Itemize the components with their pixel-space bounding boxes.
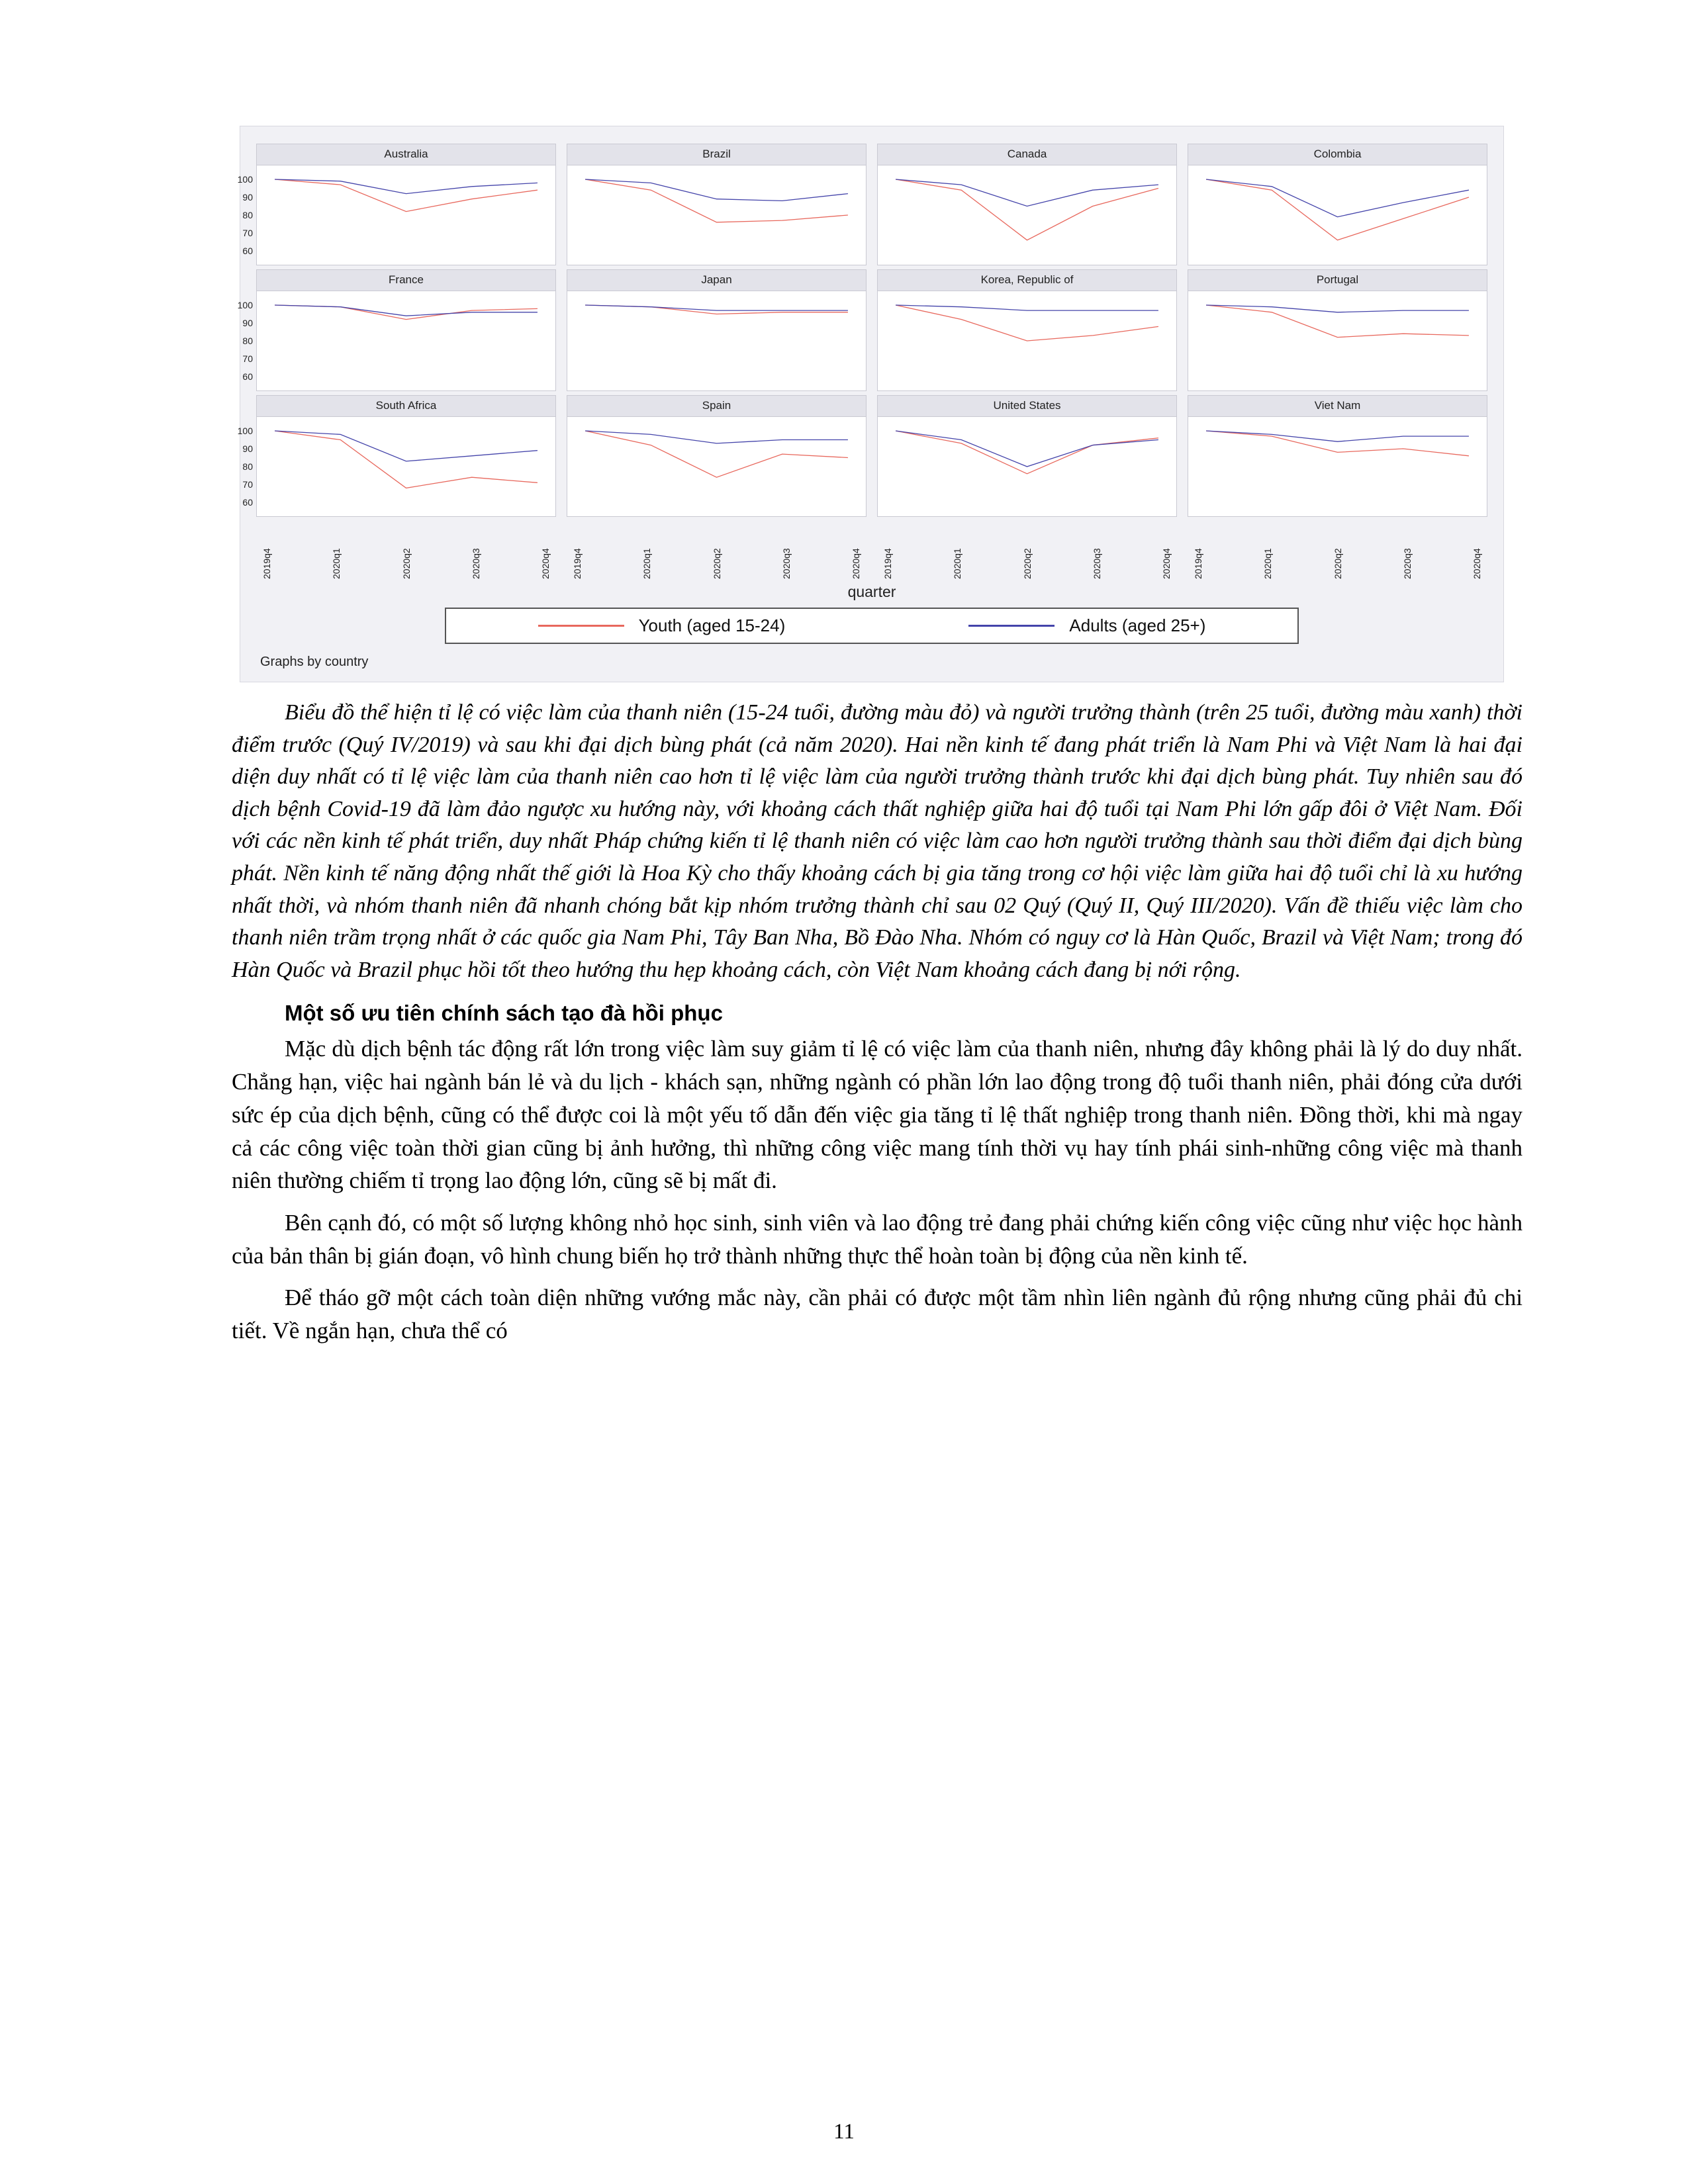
chart-panel-row [237,144,1487,265]
chart-y-tick: 80 [242,336,253,346]
chart-y-tick: 90 [242,443,253,454]
chart-panel-colombia [1188,144,1487,265]
chart-panel-plot [567,165,866,265]
page-number: 11 [833,2120,855,2144]
legend-line-youth [538,625,624,627]
chart-panel-brazil [567,144,867,265]
chart-panel-plot [567,417,866,516]
chart-panel-row [237,395,1487,579]
paragraph-1: Mặc dù dịch bệnh tác động rất lớn trong việc làm suy giảm tỉ lệ có việc làm của thanh niên, nhưng đây không phải là lý do duy nhất. Chẳng hạn, việc hai ngành bán lẻ và du lịch - khách sạn, những ngành có phần lớn lao động trong độ tuổi thanh niên, phải đóng cửa dưới sức ép của dịch bệnh, cũng có thể được coi là một yếu tố dẫn đến việc gia tăng tỉ lệ thất nghiệp trong thanh niên. Đồng thời, khi mà ngay cả các công việc toàn thời gian cũng bị ảnh hưởng, thì những công việc mang tính thời vụ hay tính phái sinh-những công việc mà thanh niên thường chiếm tỉ trọng lao động lớn, cũng sẽ bị mất đi. [232,1036,1523,1194]
chart-y-tick: 100 [237,426,253,436]
chart-y-tick: 80 [242,461,253,472]
chart-panel-title: Japan [567,270,866,291]
chart-x-tick: 2020q2 [400,548,412,579]
chart-y-tick: 100 [237,174,253,185]
chart-x-tick: 2020q4 [1472,548,1482,579]
chart-x-tick: 2020q3 [780,548,792,579]
chart-y-tick: 90 [242,192,253,203]
chart-x-tick: 2020q3 [1401,548,1413,579]
chart-x-tick: 2019q4 [1193,548,1203,579]
chart-x-tick: 2020q3 [470,548,481,579]
chart-panel-grid [237,395,1487,517]
chart-panel-plot [237,165,555,265]
chart-y-tick: 60 [242,371,253,382]
paragraph-2: Bên cạnh đó, có một số lượng không nhỏ học sinh, sinh viên và lao động trẻ đang phải chứng kiến công việc cũng như việc học hành của bản thân bị gián đoạn, vô hình chung biến họ trở thành những thực thể hoàn toàn bị động của nền kinh tế. [232,1209,1523,1269]
chart-panel-plot [567,291,866,390]
chart-x-tick: 2020q1 [641,548,653,579]
chart-x-axis-row [256,520,1487,579]
chart-panel-title: South Africa [257,396,555,417]
chart-panel-plot [1188,165,1487,265]
chart-panel-spain [567,395,867,517]
chart-panel-title: Portugal [1188,270,1487,291]
legend-item-youth [538,615,786,636]
chart-x-tick: 2020q2 [1332,548,1343,579]
chart-x-tick: 2020q1 [331,548,342,579]
chart-y-tick: 80 [242,210,253,220]
chart-x-tick: 2020q3 [1091,548,1102,579]
chart-panel-viet-nam [1188,395,1487,517]
chart-panel-title: Brazil [567,144,866,165]
chart-panel-title: Canada [878,144,1176,165]
chart-x-tick: 2020q1 [952,548,963,579]
chart-x-tick: 2020q4 [1161,548,1172,579]
chart-panel-title: Korea, Republic of [878,270,1176,291]
chart-panel-title: Australia [257,144,555,165]
chart-x-tick: 2020q1 [1262,548,1274,579]
chart-x-tick: 2020q2 [1021,548,1033,579]
chart-x-tick: 2019q4 [261,548,272,579]
legend-label-youth: Youth (aged 15-24) [638,615,786,635]
chart-panel-title: France [257,270,555,291]
chart-x-ticks [256,520,556,579]
chart-panel-japan [567,269,867,391]
chart-y-tick: 90 [242,318,253,328]
chart-y-tick: 70 [242,479,253,490]
figure-employment-chart [237,126,1504,682]
figure-caption: Biểu đồ thể hiện tỉ lệ có việc làm của thanh niên (15-24 tuổi, đường màu đỏ) và người trưởng thành (trên 25 tuổi, đường màu xanh) thời điểm trước (Quý IV/2019) và sau khi đại dịch bùng phát (cả năm 2020). Hai nền kinh tế đang phát triển là Nam Phi và Việt Nam là hai đại diện duy nhất có tỉ lệ việc làm của thanh niên cao hơn tỉ lệ việc làm của người trưởng thành trước khi đại dịch bùng phát. Tuy nhiên sau đó dịch bệnh Covid-19 đã làm đảo ngược xu hướng này, với khoảng cách thất nghiệp giữa hai độ tuổi tại Nam Phi lớn gấp đôi ở Việt Nam. Đối với các nền kinh tế phát triển, duy nhất Pháp chứng kiến tỉ lệ thanh niên có việc làm cao hơn người trưởng thành sau thời điểm đại dịch bùng phát. Nền kinh tế năng động nhất thế giới là Hoa Kỳ cho thấy khoảng cách bị gia tăng trong cơ hội việc làm giữa hai độ tuổi chỉ là xu hướng nhất thời, và nhóm thanh niên đã nhanh chóng bắt kịp nhóm trưởng thành chỉ sau 02 Quý (Quý II, Quý III/2020). Vấn đề thiếu việc làm cho thanh niên trầm trọng nhất ở các quốc gia Nam Phi, Tây Ban Nha, Bồ Đào Nha. Nhóm có nguy cơ là Hàn Quốc, Brazil và Việt Nam; trong đó Hàn Quốc và Brazil phục hồi tốt theo hướng thu hẹp khoảng cách, còn Việt Nam khoảng cách đang bị nới rộng. [232,700,1523,982]
chart-y-tick: 70 [242,353,253,364]
chart-y-axis [229,291,256,390]
legend-line-adults [968,625,1055,627]
chart-panel-plot [237,291,555,390]
paragraph-3: Để tháo gỡ một cách toàn diện những vướng mắc này, cần phải có được một tầm nhìn liên ngành đủ rộng nhưng cũng phải đủ chi tiết. Về ngắn hạn, chưa thể có [232,1285,1523,1343]
chart-panel-plot [878,291,1176,390]
chart-panel-canada [877,144,1177,265]
chart-footnote: Graphs by country [260,655,369,669]
chart-panel-title: United States [878,396,1176,417]
chart-y-tick: 100 [237,300,253,310]
chart-panel-plot [878,165,1176,265]
chart-panel-row [237,269,1487,391]
chart-panel-united-states [877,395,1177,517]
chart-x-tick: 2020q4 [851,548,861,579]
legend-label-adults: Adults (aged 25+) [1069,615,1206,635]
chart-panel-australia [237,144,556,265]
chart-y-axis [229,165,256,265]
chart-y-tick: 60 [242,246,253,256]
section-subheading: Một số ưu tiên chính sách tạo đà hồi phục [285,1001,723,1026]
chart-x-tick: 2019q4 [882,548,893,579]
chart-x-tick: 2020q2 [711,548,722,579]
chart-x-ticks [877,520,1177,579]
chart-x-ticks [567,520,867,579]
chart-panel-title: Colombia [1188,144,1487,165]
chart-panel-plot [878,417,1176,516]
chart-panel-korea-republic-of [877,269,1177,391]
chart-panel-grid [237,269,1487,391]
chart-y-axis [229,417,256,516]
chart-panel-plot [1188,417,1487,516]
chart-panel-title: Viet Nam [1188,396,1487,417]
chart-x-tick: 2019q4 [572,548,583,579]
chart-y-tick: 70 [242,228,253,238]
chart-x-tick: 2020q4 [540,548,551,579]
chart-panel-grid [237,144,1487,265]
chart-panel-title: Spain [567,396,866,417]
chart-legend [445,608,1299,644]
chart-y-tick: 60 [242,497,253,508]
chart-x-axis-label: quarter [847,583,896,600]
chart-panel-portugal [1188,269,1487,391]
legend-item-adults [968,615,1205,636]
chart-panel-plot [1188,291,1487,390]
chart-panel-south-africa [237,395,556,517]
chart-panel-rows [237,144,1487,579]
chart-panel-plot [237,417,555,516]
chart-x-ticks [1188,520,1487,579]
chart-panel-france [237,269,556,391]
